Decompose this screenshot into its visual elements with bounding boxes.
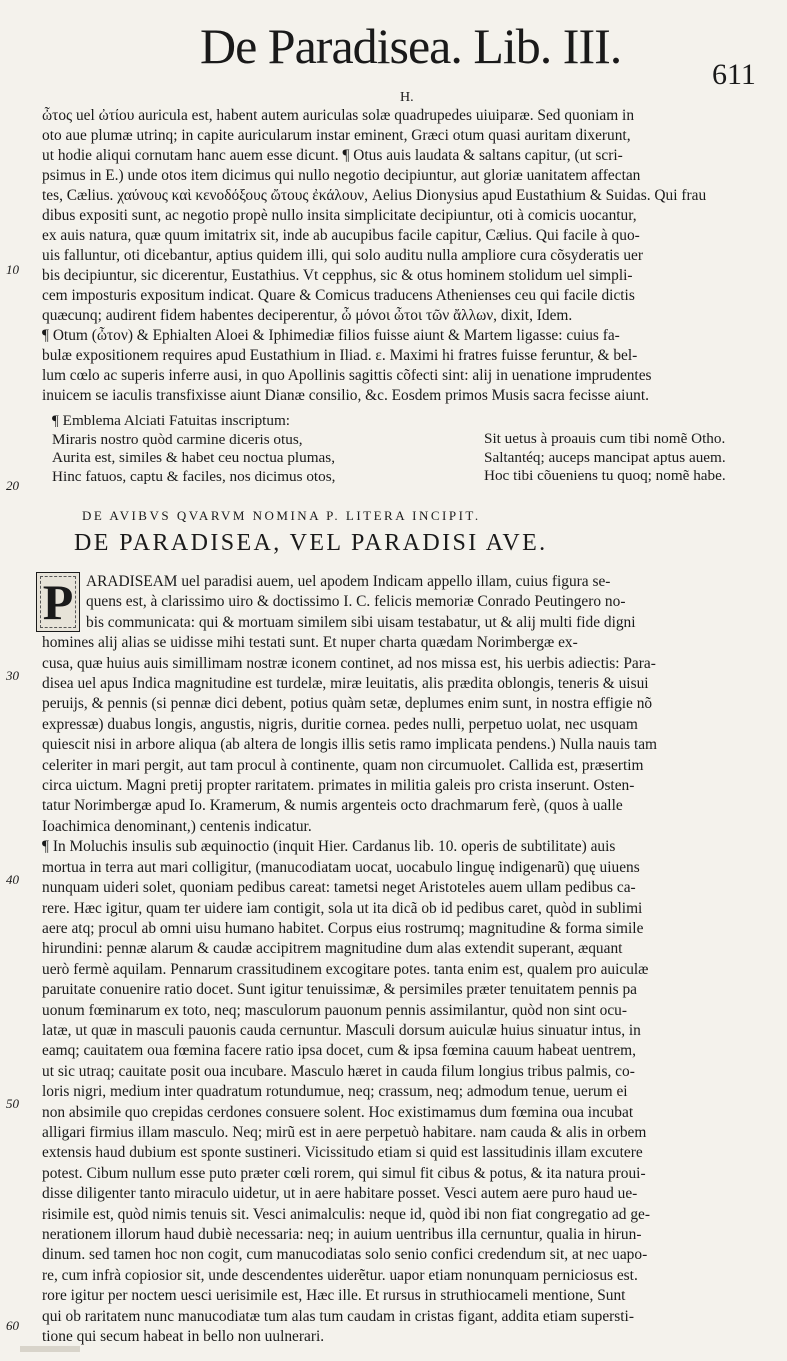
text-line: celeriter in mari pergit, aut tam procul à continente, quam non circumuolet. Callida est, præsertim xyxy=(42,756,644,774)
margin-line-number: 30 xyxy=(6,668,19,683)
emblem-verse xyxy=(42,412,764,502)
text-line: ¶ Otum (ὦτον) & Ephialten Aloei & Iphimediæ filios fuisse aiunt & Martem ligasse: cuius fa- xyxy=(42,327,620,344)
text-line: quiescit nisi in arbore aliqua (ab altera de longis illis setis ramo implicata pendens.) Nulla nauis tam xyxy=(42,736,658,754)
emblem-verse-line: Hoc tibi cõueniens tu quoq; nomẽ habe. xyxy=(484,467,726,484)
text-line: oto aue plumæ utrinq; in capite auricularum instar eminent, Græci otum quasi auritam dixerunt, xyxy=(42,127,631,144)
text-line: bis decipiuntur, sic dicerentur, Eustathius. Vt cepphus, sic & otus hominem stolidum uel simpli- xyxy=(42,267,633,284)
text-line: hirundini: pennæ alarum & caudæ accipitrem magnitudine dum alas extendit superant, æquant xyxy=(42,940,623,958)
text-line: expressæ) duabus longis, angustis, nigris, duritie cornea. pedes nulli, perpetuo uolat, nec usquam xyxy=(42,715,638,733)
text-line: dinum. sed tamen hoc non cogit, cum manucodiatas solo senio confici credendum sit, at nec uapo- xyxy=(42,1246,648,1264)
text-line: tione qui secum habeat in bello non uulnerari. xyxy=(42,1328,325,1346)
text-line: disea uel apus Indica magnitudine est turdelæ, miræ leuitatis, alis prædita oblongis, teneris & uisui xyxy=(42,675,649,693)
emblem-right-column xyxy=(484,430,774,486)
text-line: peruijs, & pennis (si pennæ dici debent, potius quàm setæ, deplumes enim sunt, in nostra effigie nõ xyxy=(42,695,653,713)
text-line: ARADISEAM uel paradisi auem, uel apodem Indicam appello illam, cuius figura se- xyxy=(86,573,611,590)
text-line: paruitate conuenire ratio docet. Sunt igitur tenuissimæ, & persimiles præter tenuitatem pennis pa xyxy=(42,981,637,999)
main-text-block xyxy=(42,572,764,1347)
margin-line-number: 50 xyxy=(6,1096,19,1111)
upper-text-block xyxy=(42,106,764,406)
text-line: lum cœlo ac superis inferre ausi, in quo Apollinis sagittis cõfecti sint: alij in uenatione imprudentes xyxy=(42,367,652,384)
text-line: Ioachimica denominant,) centenis indicatur. xyxy=(42,817,312,835)
emblem-verse-line: Sit uetus à proauis cum tibi nomẽ Otho. xyxy=(484,430,726,447)
paper-smudge xyxy=(20,1346,80,1352)
section-signature: H. xyxy=(400,90,414,105)
text-line: rore igitur per noctem uesci uerisimile est, Hæc ille. Et rursus in struthiocameli mentione, Sunt xyxy=(42,1287,626,1305)
text-line: quæcunq; audirent fidem habentes deciperentur, ὦ μόνοι ὦτοι τῶν ἄλλων, dixit, Idem. xyxy=(42,307,573,324)
text-line: aere atq; procul ab omni uisu humano habitet. Corpus eius rostrumq; magnitudine & forma simile xyxy=(42,919,644,937)
running-title: De Paradisea. Lib. III. xyxy=(200,18,622,74)
margin-line-number: 10 xyxy=(6,262,19,277)
text-line: uerò fermè aquilam. Pennarum crassitudinem excogitare potes. tanta enim est, qualem pro auiculæ xyxy=(42,960,649,978)
text-line: alligari firmius illam masculo. Neq; mirũ est in aere perpetuò habitare. nam cauda & alis in orbem xyxy=(42,1123,647,1141)
drop-cap-letter: P xyxy=(42,574,74,630)
text-line: tes, Cælius. χαύνους καὶ κενοδόξους ὤτους ἐκάλουν, Aelius Dionysius apud Eustathium & Suidas. Qui frau xyxy=(42,187,707,204)
text-line: re, cum infrà copiosior sit, unde descendentes uiderẽtur. uapor etiam nonunquam perniciosus est. xyxy=(42,1266,638,1284)
emblem-verse-line: Saltantéq; auceps mancipat aptus auem. xyxy=(484,448,726,466)
text-line: bulæ expositionem requires apud Eustathium in Iliad. ε. Maximi hi fratres fuisse feruntur, & bel- xyxy=(42,347,638,364)
text-line: rere. Hæc igitur, quam ter uidere iam contigit, sola ut ita dicã ob id pedibus caret, quòd in sublimi xyxy=(42,899,643,917)
margin-line-number: 60 xyxy=(6,1318,19,1333)
text-line: latæ, ut quæ in masculi pauonis cauda cernuntur. Masculi dorsum auiculæ huius sinuatur intus, in xyxy=(42,1021,641,1039)
margin-line-number: 40 xyxy=(6,872,19,887)
emblem-verse-line: Hinc fatuos, captu & faciles, nos dicimus otos, xyxy=(52,467,336,485)
text-line: uis falluntur, oti dicebantur, aptius quidem illi, qui solo auditu nulla ampliore cura cõsyderatis uer xyxy=(42,247,644,264)
text-line: nunquam uideri solet, quoniam pedibus careat: tametsi neget Aristoteles auem ullam pedibus ca- xyxy=(42,879,636,897)
margin-line-number: 20 xyxy=(6,478,19,493)
text-line: mortua in terra aut mari colligitur, (manucodiatam uocat, uocabulo linguę indigenarũ) quę uiuens xyxy=(42,858,640,876)
text-line: inuicem se iaculis transfixisse aiunt Dianæ consilio, &c. Eosdem primos Musis sacra fecisse aiunt. xyxy=(42,387,649,404)
text-line: dibus expositi sunt, ac negotio propè nullo insita simplicitate decipiuntur, oti à comicis uocantur, xyxy=(42,207,637,224)
text-line: ¶ In Moluchis insulis sub æquinoctio (inquit Hier. Cardanus lib. 10. operis de subtilitate) auis xyxy=(42,838,616,856)
text-line: qui ob raritatem nunc manucodiatæ tum alas tum caudam in cristas figant, addita etiam supersti- xyxy=(42,1307,634,1325)
text-line: tatur Norimbergæ apud Io. Kramerum, & numis argenteis octo drachmarum ferè, (quos à ualle xyxy=(42,797,623,815)
text-line: ut sic utraq; cauitate posit oua incubare. Masculo hæret in cauda filum longius tribus palmis, co- xyxy=(42,1062,635,1080)
text-line: loris nigri, medium inter quadratum rotundumue, neq; crassum, neq; admodum tenue, uerum ei xyxy=(42,1083,628,1101)
text-line: ὦτος uel ὠτίου auricula est, habent autem auriculas solæ quadrupedes uiuiparæ. Sed quoniam in xyxy=(42,107,635,124)
emblem-heading: ¶ Emblema Alciati Fatuitas inscriptum: xyxy=(52,412,291,429)
text-line: homines alij alias se uidisse mihi testati sunt. Et nuper charta quædam Norimbergæ ex- xyxy=(42,634,578,652)
text-line: psimus in E.) unde otos item dicimus qui nullo negotio decipiuntur, aut gloriæ uanitatem affectan xyxy=(42,167,641,184)
text-line: cusa, quæ huius auis simillimam nostræ iconem continet, ad nos missa est, his uerbis adiectis: Para- xyxy=(42,654,656,672)
text-line: extensis haud dubium est sponte sustineri. Vicissitudo etiam si quid est lassitudinis illam excutere xyxy=(42,1144,643,1162)
section-subheading: DE AVIBVS QVARVM NOMINA P. LITERA INCIPIT. xyxy=(82,508,481,523)
text-line: disse diligenter tanto miraculo uidetur, ut in aere habitare posset. Vesci autem aere puro haud ue- xyxy=(42,1185,638,1203)
text-line: non absimile quo crepidas cerdones consuere solent. Hoc existimamus dum fœmina oua incubat xyxy=(42,1103,634,1121)
text-line: quens est, à clarissimo uiro & doctissimo I. C. felicis memoriæ Conrado Peutingero no- xyxy=(86,593,626,611)
text-line: nerationem illorum haud dubiè necessaria: neq; in auium uentribus illa cernuntur, qualia in hirun- xyxy=(42,1226,642,1243)
section-title: DE PARADISEA, VEL PARADISI AVE. xyxy=(74,530,548,556)
text-line: circa uictum. Magni pretij propter raritatem. primates in militia galeis pro crista inserunt. Osten- xyxy=(42,777,635,795)
text-line: uonum fœminarum ex toto, neq; masculorum pauonum pennis assimilantur, quòd non sint ocu- xyxy=(42,1001,628,1019)
text-line: cem imposturis expositum indicat. Quare & Comicus traducens Athenienses ceu qui facile dictis xyxy=(42,287,635,304)
text-line: eamq; cauitatem oua fœmina facere ratio ipsa docet, cum & ipsa fœmina cauum habeat uentrem, xyxy=(42,1042,637,1060)
text-line: ex auis natura, quæ quum imitatrix sit, inde ab aucupibus facile capitur, Cælius. Qui facile à quo- xyxy=(42,227,640,244)
text-line: ut hodie aliqui cornutam hanc auem esse dicunt. ¶ Otus auis laudata & saltans capitur, (ut scri- xyxy=(42,147,623,164)
text-line: risimile est, quòd nimis tenuis sit. Vesci animalculis: neque id, quòd ibi non fiat congregatio ad ge- xyxy=(42,1205,650,1223)
page-number: 611 xyxy=(712,58,756,91)
emblem-left-column xyxy=(52,412,442,486)
text-line: potest. Cibum nullum esse puto præter cœli rorem, qui simul fit cibus & potus, & ita natura proui- xyxy=(42,1164,646,1182)
emblem-verse-line: Miraris nostro quòd carmine diceris otus, xyxy=(52,430,303,448)
text-line: bis communicata: qui & mortuam similem sibi uisam testabatur, ut & alij multi fide digni xyxy=(86,613,636,631)
emblem-verse-line: Aurita est, similes & habet ceu noctua plumas, xyxy=(52,449,336,466)
